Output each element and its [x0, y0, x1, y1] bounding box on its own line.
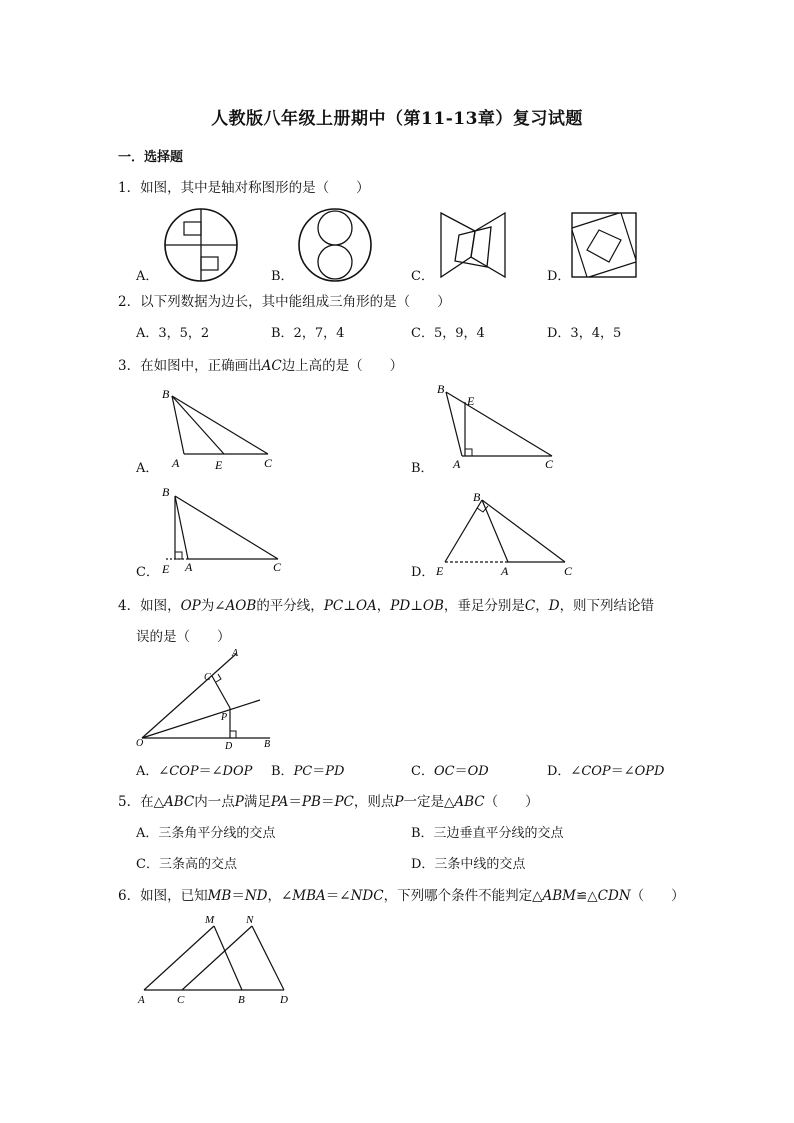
q3b-label-a: A [453, 457, 461, 471]
page-title: 人教版八年级上册期中（第11-13章）复习试题 [211, 109, 583, 129]
q5-option-c: C．三条高的交点 [136, 857, 237, 872]
q3-figure-b [432, 378, 562, 474]
q3c-label-e: E [162, 562, 170, 576]
q3c-label-c: C [273, 560, 282, 574]
q1-stem: 1．如图，其中是轴对称图形的是（ ） [118, 180, 370, 196]
q1-label-a: A． [136, 269, 159, 284]
q3a-label-c: C [264, 456, 273, 470]
q6-label-n: N [246, 914, 254, 926]
q1-figure-b [295, 207, 375, 283]
q3-figure-a [158, 384, 283, 474]
q4-option-c: C．OC＝OD [411, 764, 489, 779]
q1-figure-d [569, 210, 639, 280]
q6-figure [132, 912, 302, 1006]
q3d-label-b: B [473, 490, 481, 504]
q3a-label-e: E [215, 458, 223, 472]
q3b-label-e: E [467, 394, 475, 408]
q2-option-b: B．2，7，4 [271, 326, 345, 341]
section-heading: 一．选择题 [118, 150, 184, 165]
q3c-label-b: B [162, 485, 170, 499]
q5-stem: 5．在△ABC内一点P满足PA＝PB＝PC，则点P一定是△ABC（ ） [118, 794, 539, 810]
q3b-label-c: C [545, 457, 554, 471]
q4-label-d: D [225, 741, 233, 750]
q4-option-b: B．PC＝PD [271, 764, 345, 779]
q6-label-m: M [205, 914, 215, 926]
q4-label-c: C [204, 672, 211, 683]
q3c-label-a: A [185, 560, 193, 574]
q6-label-d: D [280, 994, 288, 1006]
q2-stem: 2．以下列数据为边长，其中能组成三角形的是（ ） [118, 294, 451, 310]
q3-figure-c [158, 482, 288, 578]
q6-label-b: B [238, 994, 245, 1006]
q4-option-a: A．∠COP＝∠DOP [136, 764, 253, 779]
q3-figure-d [430, 486, 580, 578]
q2-option-d: D．3，4，5 [547, 326, 622, 341]
q3-stem: 3．在如图中，正确画出AC边上高的是（ ） [118, 358, 404, 374]
q6-label-a: A [138, 994, 145, 1006]
q5-option-b: B．三边垂直平分线的交点 [411, 826, 564, 841]
q4-figure [132, 646, 280, 750]
q3a-label-b: B [162, 387, 170, 401]
q2-option-a: A．3，5，2 [136, 326, 210, 341]
q6-label-c: C [177, 994, 185, 1006]
q3-label-d: D． [411, 565, 435, 580]
q4-label-o: O [136, 738, 144, 749]
q4-label-p: P [221, 712, 228, 723]
q3d-label-a: A [501, 564, 509, 578]
q3-label-b: B． [411, 461, 434, 476]
q1-figure-a [160, 207, 242, 283]
q6-stem: 6．如图，已知MB＝ND，∠MBA＝∠NDC，下列哪个条件不能判定△ABM≌△CDN（ ） [118, 888, 685, 904]
q3d-label-c: C [564, 564, 573, 578]
q3a-label-a: A [172, 456, 180, 470]
q5-option-a: A．三条角平分线的交点 [136, 826, 276, 841]
q5-option-d: D．三条中线的交点 [411, 857, 526, 872]
q2-option-c: C．5，9，4 [411, 326, 485, 341]
q1-label-d: D． [547, 269, 571, 284]
q1-label-c: C． [411, 269, 434, 284]
q3-label-c: C． [136, 565, 159, 580]
q4-option-d: D．∠COP＝∠OPD [547, 764, 665, 779]
q4-stem-line2: 误的是（ ） [136, 629, 231, 645]
q3b-label-b: B [437, 382, 445, 396]
q4-stem-line1: 4．如图，OP为∠AOB的平分线，PC⊥OA，PD⊥OB，垂足分别是C，D，则下列结论错 [118, 598, 655, 614]
q1-figure-c [437, 209, 509, 281]
q3d-label-e: E [436, 564, 444, 578]
q4-label-a: A [232, 648, 239, 659]
q1-label-b: B． [271, 269, 294, 284]
q3-label-a: A． [136, 461, 159, 476]
q4-label-b: B [264, 739, 271, 750]
